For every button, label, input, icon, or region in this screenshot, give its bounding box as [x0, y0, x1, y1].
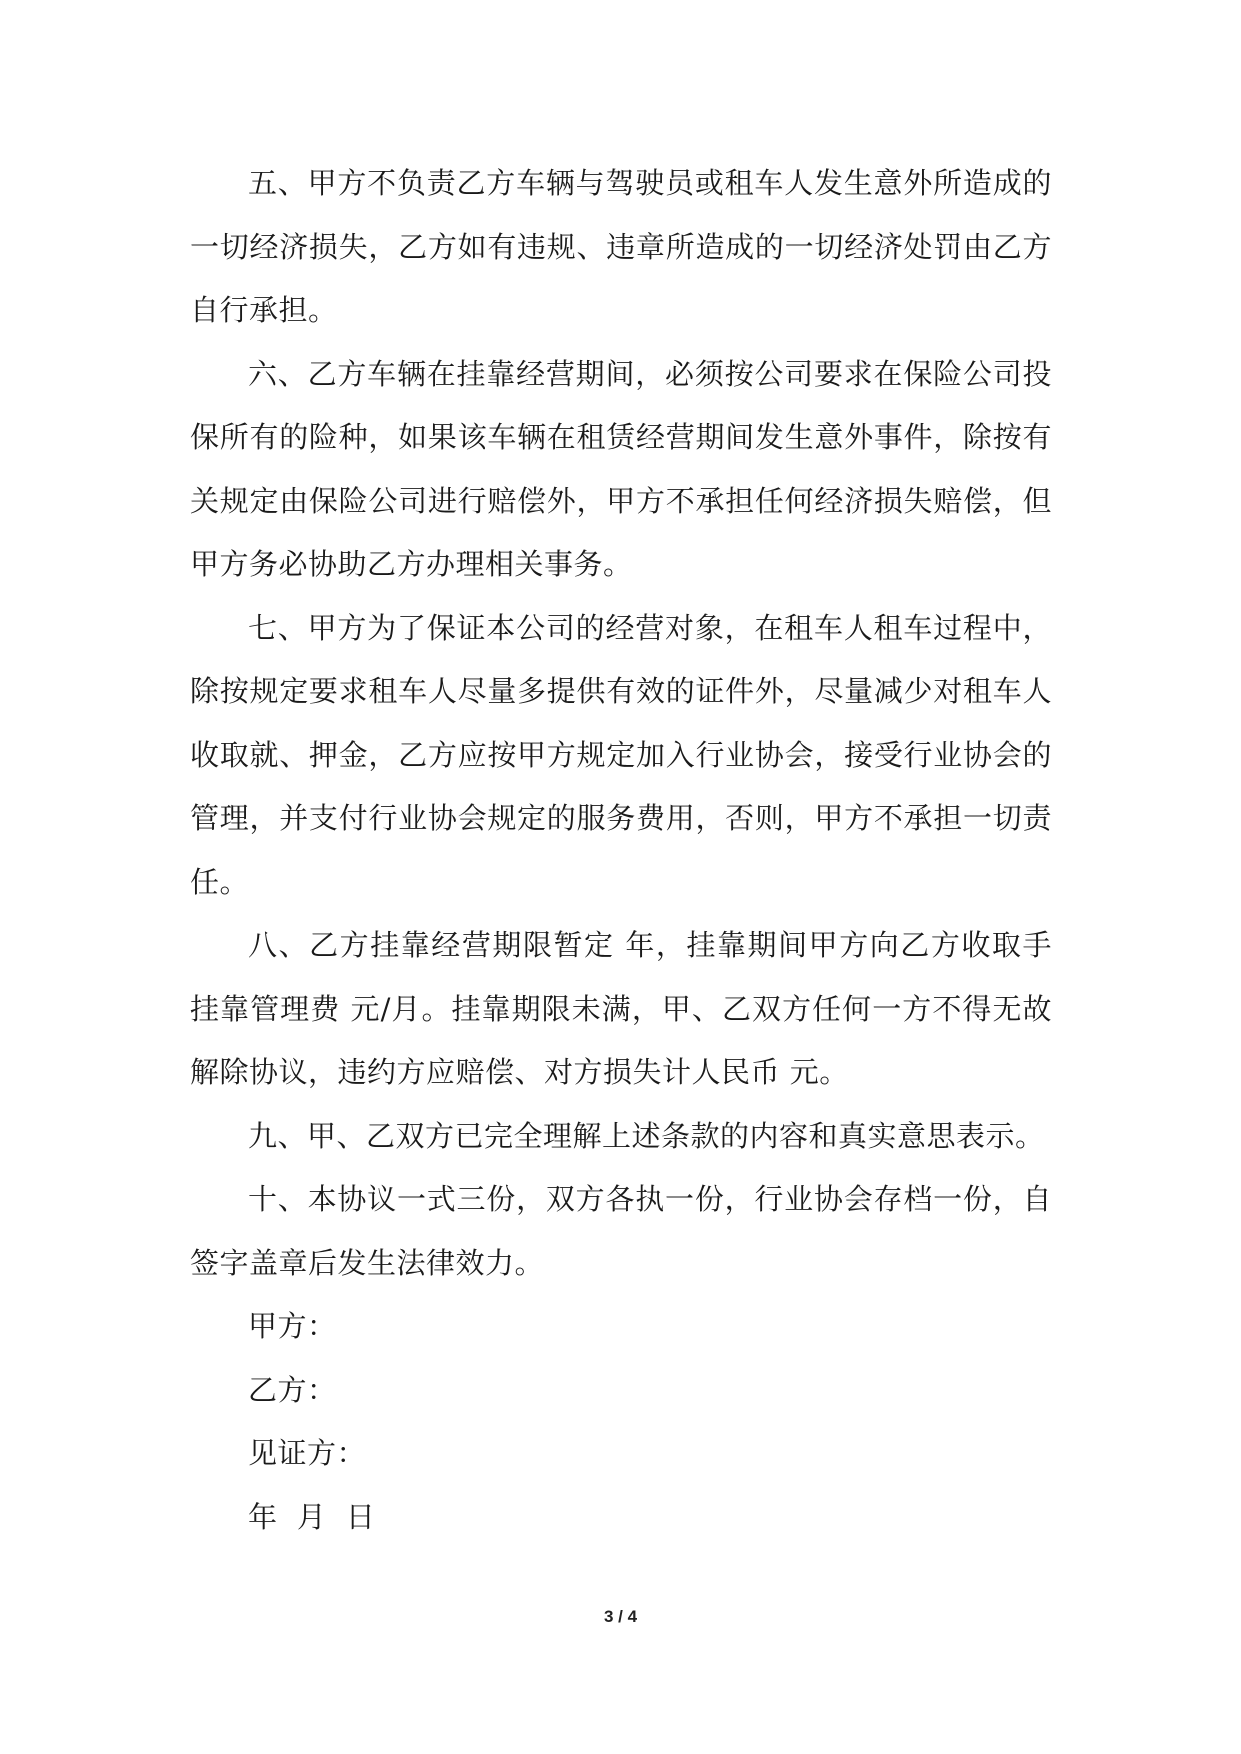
document-body: [190, 152, 1052, 1549]
clause-6: 六、乙方车辆在挂靠经营期间，必须按公司要求在保险公司投保所有的险种，如果该车辆在租赁经营期间发生意外事件，除按有关规定由保险公司进行赔偿外，甲方不承担任何经济损失赔偿，但甲方务必协助乙方办理相关事务。: [190, 356, 1052, 581]
party-b-signature-line: 乙方：: [248, 1372, 337, 1407]
clause-8: 八、乙方挂靠经营期限暂定 年，挂靠期间甲方向乙方收取手挂靠管理费 元/月。挂靠期限未满，甲、乙双方任何一方不得无故解除协议，违约方应赔偿、对方损失计人民币 元。: [190, 928, 1052, 1089]
clause-9: 九、甲、乙双方已完全理解上述条款的内容和真实意思表示。: [248, 1118, 1045, 1153]
clause-10: 十、本协议一式三份，双方各执一份，行业协会存档一份，自签字盖章后发生法律效力。: [190, 1182, 1052, 1280]
date-line: 年 月 日: [248, 1499, 376, 1534]
clause-5: 五、甲方不负责乙方车辆与驾驶员或租车人发生意外所造成的一切经济损失，乙方如有违规、违章所造成的一切经济处罚由乙方自行承担。: [190, 166, 1052, 327]
clause-7: 七、甲方为了保证本公司的经营对象，在租车人租车过程中，除按规定要求租车人尽量多提供有效的证件外，尽量减少对租车人收取就、押金，乙方应按甲方规定加入行业协会，接受行业协会的管理，并支付行业协会规定的服务费用，否则，甲方不承担一切责任。: [190, 610, 1052, 899]
witness-signature-line: 见证方：: [248, 1436, 367, 1470]
party-a-signature-line: 甲方：: [248, 1309, 337, 1343]
page-number: 3 / 4: [603, 1607, 638, 1626]
